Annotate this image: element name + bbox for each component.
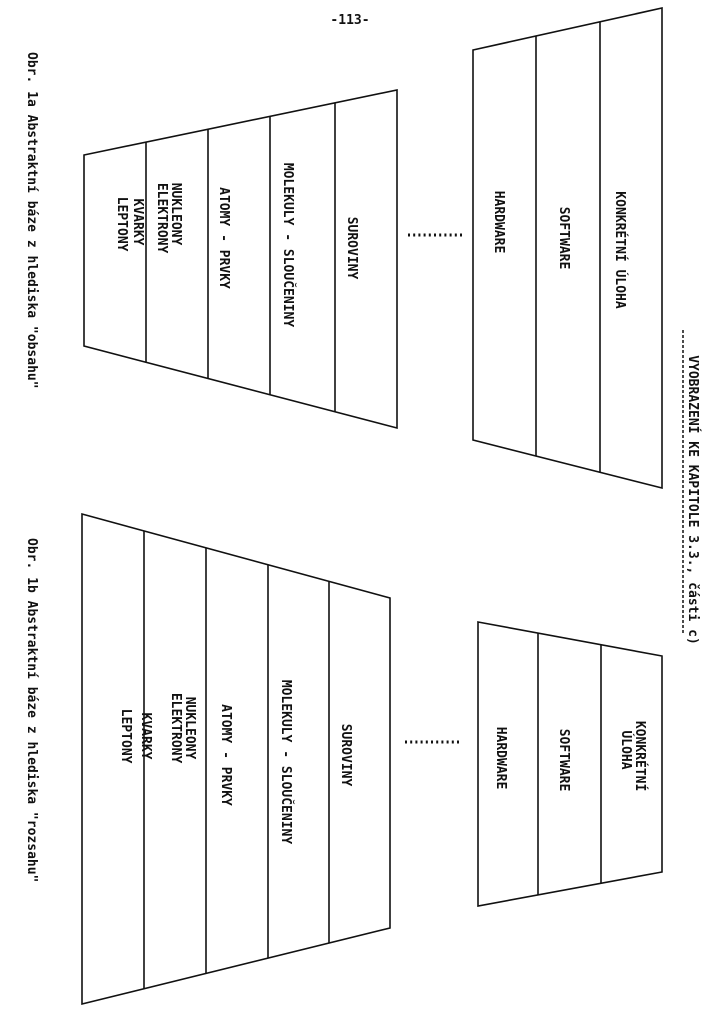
fig1a-label-elektrony: [154, 183, 183, 261]
figure-1a: [24, 8, 662, 488]
fig1b-label-elektrony-line: ELEKTRONY: [168, 692, 183, 764]
fig1a-label-atomy: ATOMY - PRVKY: [216, 187, 231, 289]
page-number: -113-: [330, 13, 370, 28]
fig1a-label-suroviny: SUROVINY: [344, 216, 359, 280]
fig1b-label-kvarky-line: KVARKY: [138, 712, 153, 760]
fig1b-label-leptony-line: LEPTONY: [118, 708, 133, 764]
fig1a-label-hardware: HARDWARE: [491, 190, 506, 254]
fig1b-label-leptony: [118, 709, 153, 772]
figure-1b: [24, 514, 662, 1004]
fig1a-label-nukleony-line: NUKLEONY: [168, 182, 183, 246]
fig1b-label-elektrony: [168, 693, 197, 771]
chapter-heading-group: [683, 330, 701, 645]
fig1b-label-molekuly: MOLEKULY - SLOUČENINY: [278, 679, 293, 845]
fig1a-label-elektrony-line: ELEKTRONY: [154, 182, 169, 254]
fig1a-caption: Obr. 1a Abstraktní báze z hlediska "obsahu": [24, 52, 39, 389]
fig1b-caption: Obr. 1b Abstraktní báze z hlediska "rozsahu": [24, 538, 39, 883]
fig1b-label-nukleony-line: NUKLEONY: [182, 696, 197, 760]
fig1b-label-atomy: ATOMY - PRVKY: [218, 704, 233, 806]
fig1b-label-uloha-line: ÚLOHA: [618, 730, 633, 770]
fig1a-label-konkretni-uloha: KONKRÉTNÍ ÚLOHA: [612, 191, 627, 309]
fig1a-label-software: SOFTWARE: [556, 206, 571, 270]
fig1b-label-software: SOFTWARE: [556, 728, 571, 792]
fig1a-label-kvarky-line: KVARKY: [130, 198, 145, 246]
chapter-heading: VYOBRAZENÍ KE KAPITOLE 3.3., části c): [685, 355, 700, 645]
fig1b-label-konkretni: [618, 721, 648, 799]
fig1b-label-hardware: HARDWARE: [493, 726, 508, 790]
fig1b-label-suroviny: SUROVINY: [338, 723, 353, 787]
fig1a-label-molekuly: MOLEKULY - SLOUČENINY: [280, 162, 295, 328]
fig1a-label-leptony: [114, 197, 145, 260]
fig1b-label-konkretni-line: KONKRÉTNÍ: [632, 720, 647, 792]
fig1a-label-leptony-line: LEPTONY: [114, 196, 129, 252]
